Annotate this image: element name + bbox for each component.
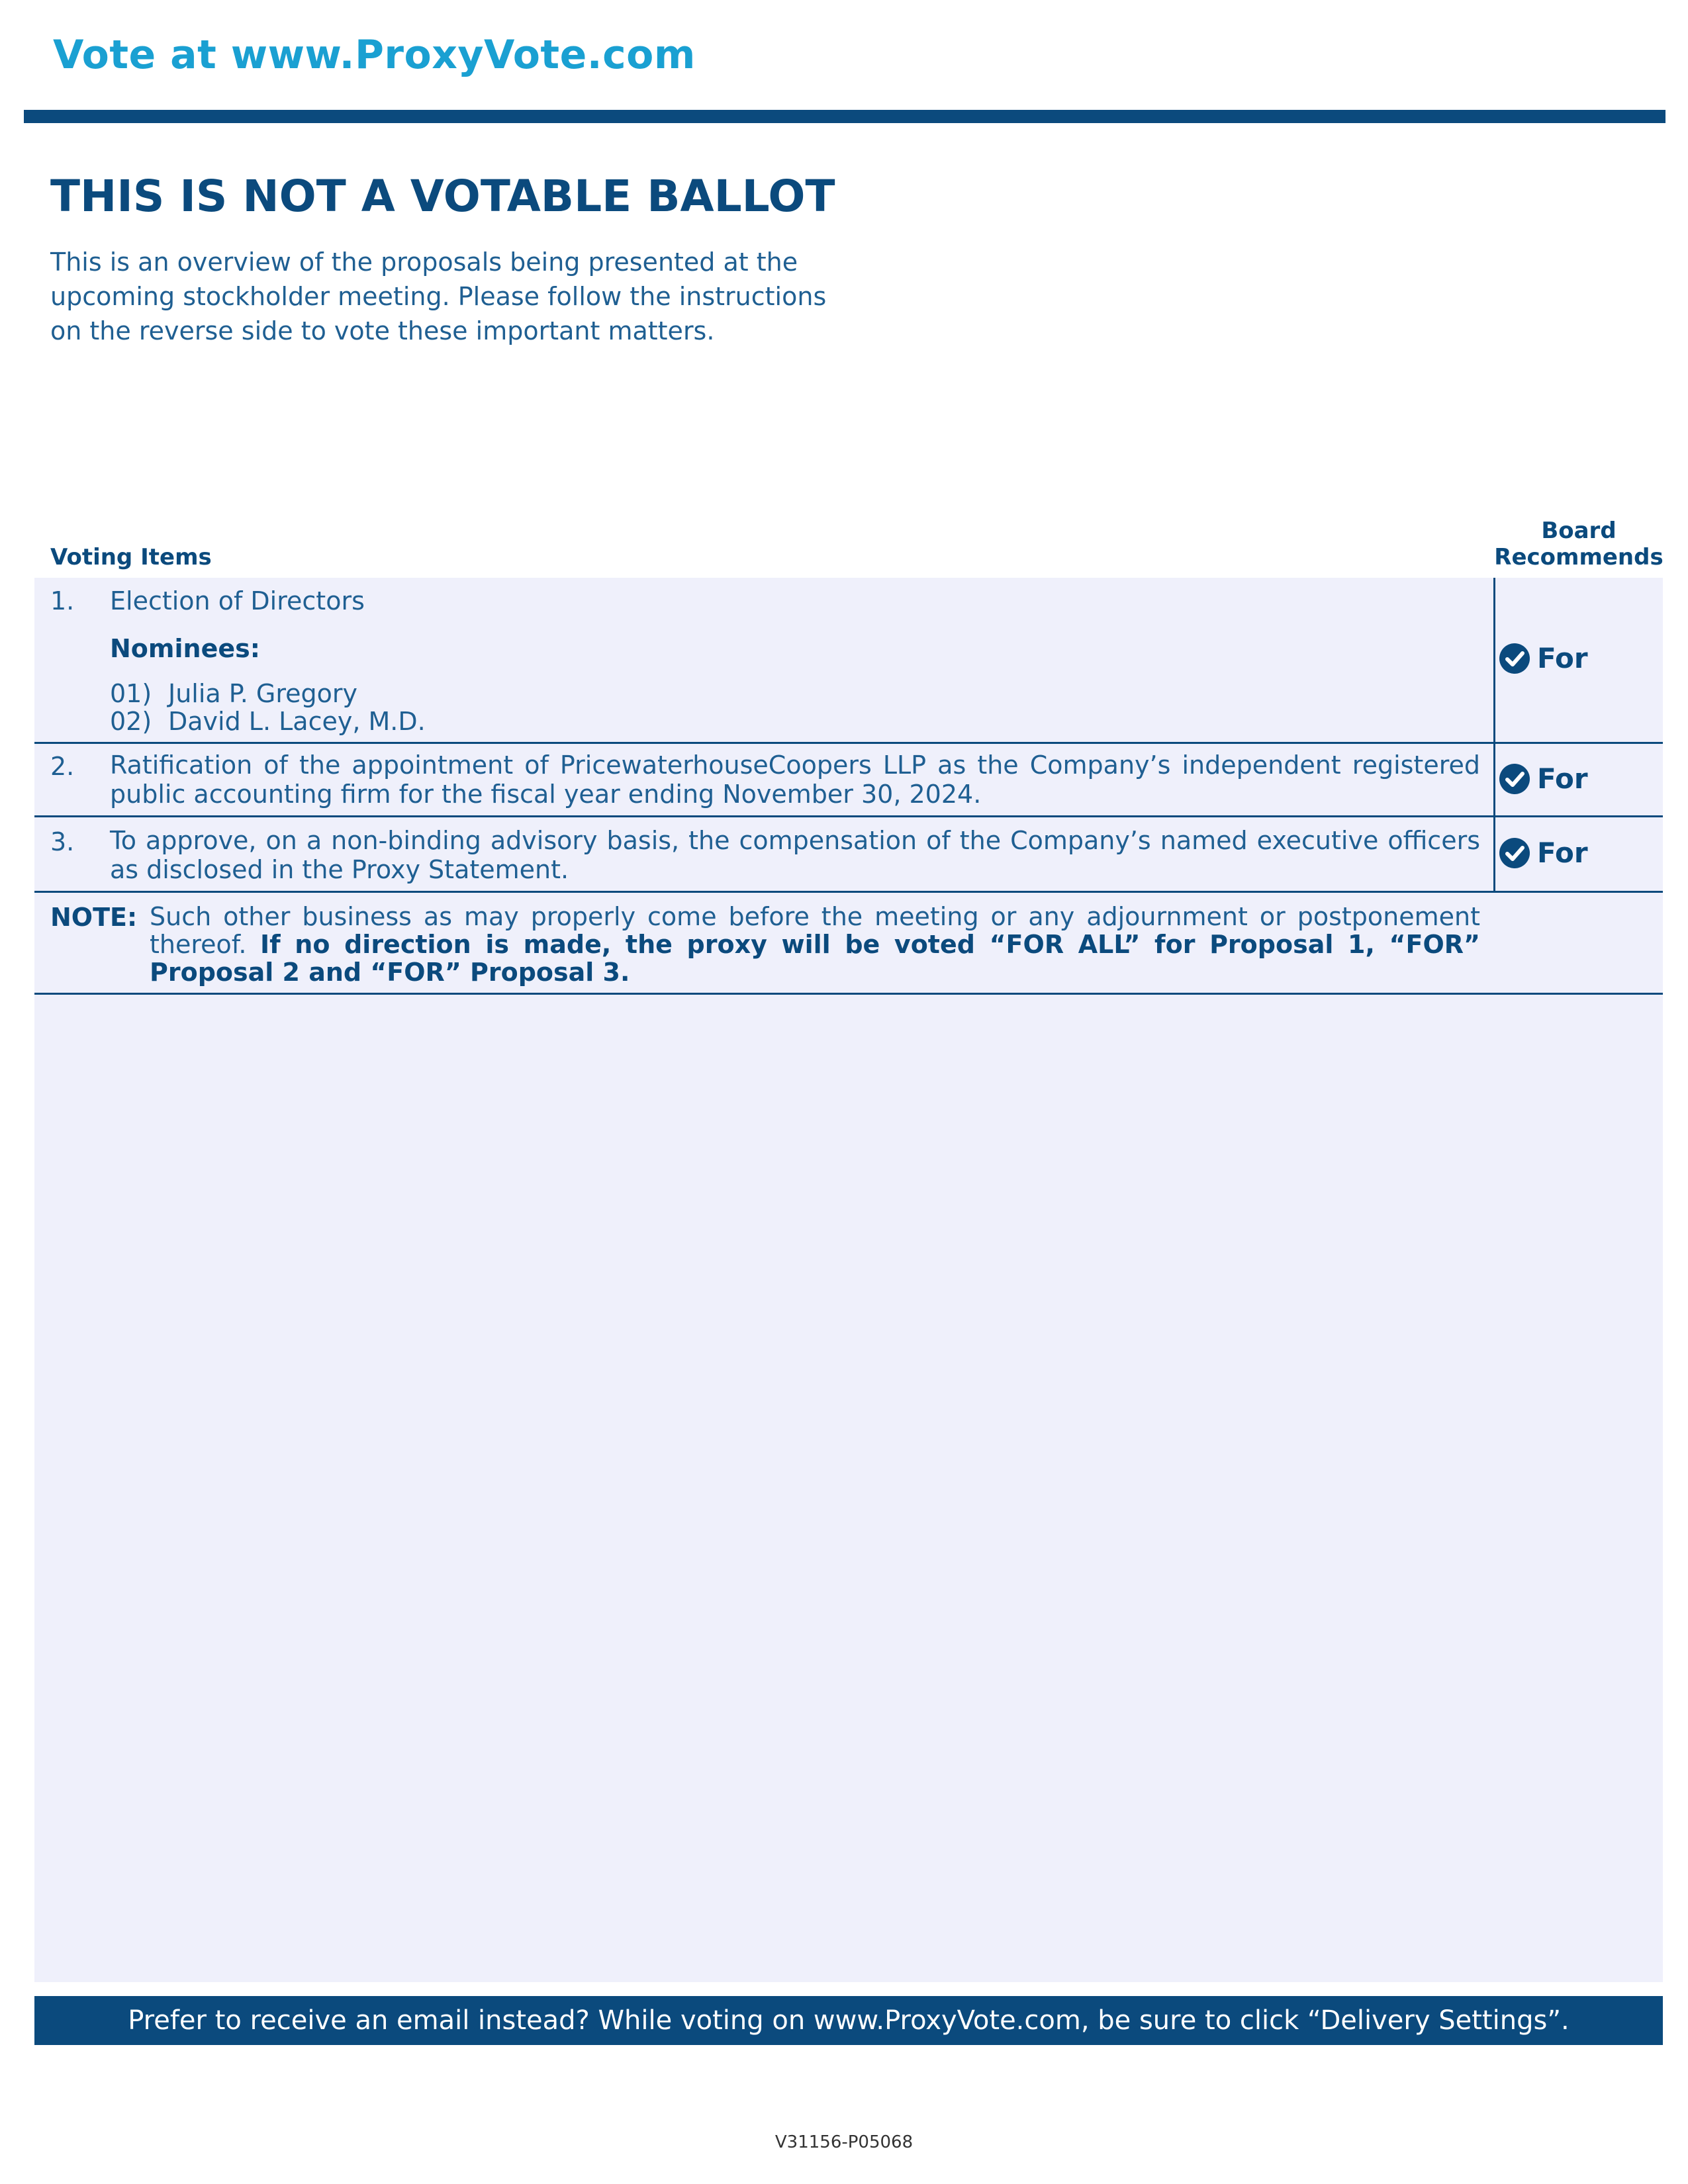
- proposal-1-text: Election of Directors: [110, 586, 365, 615]
- proposal-2-text: Ratification of the appointment of PricewaterhouseCoopers LLP as the Company’s independent registered public accounting firm for the fiscal year ending November 30, 2024.: [110, 751, 1480, 809]
- email-delivery-banner: Prefer to receive an email instead? While voting on www.ProxyVote.com, be sure to click “Delivery Settings”.: [34, 1996, 1663, 2045]
- board-recommends-line2: Recommends: [1494, 544, 1664, 570]
- proposal-3-text: To approve, on a non-binding advisory basis, the compensation of the Company’s named executive officers as disclosed in the Proxy Statement.: [110, 826, 1480, 884]
- recommendation-label: For: [1537, 762, 1588, 795]
- note-bold-text: If no direction is made, the proxy will be voted “FOR ALL” for Proposal 1, “FOR” Proposal 2 and “FOR” Proposal 3.: [150, 930, 1480, 987]
- proposal-2-recommendation: [1499, 762, 1588, 795]
- nominee-number: 01): [110, 679, 152, 708]
- board-recommends-line1: Board: [1541, 518, 1617, 544]
- row-divider: [34, 815, 1663, 817]
- proposal-3-recommendation: [1499, 837, 1588, 869]
- nominee-name: David L. Lacey, M.D.: [168, 707, 426, 736]
- intro-paragraph: This is an overview of the proposals being presented at the upcoming stockholder meeting. Please follow the instructions on the reverse side to vote these important matters.: [50, 248, 827, 345]
- nominee-name: Julia P. Gregory: [168, 679, 358, 708]
- recommendation-label: For: [1537, 837, 1588, 869]
- voting-items-header: Voting Items: [50, 544, 212, 570]
- header-vote-url: Vote at www.ProxyVote.com: [53, 32, 696, 78]
- nominee-number: 02): [110, 707, 152, 736]
- nominees-label: Nominees:: [110, 634, 260, 663]
- row-divider: [34, 891, 1663, 893]
- header-divider: [24, 110, 1665, 123]
- proposal-1-recommendation: [1499, 642, 1588, 674]
- board-recommends-header: [1483, 518, 1675, 570]
- check-circle-icon: [1499, 837, 1530, 869]
- note-label: NOTE:: [50, 903, 138, 932]
- row-divider: [34, 742, 1663, 744]
- note-text: [150, 903, 1480, 986]
- document-code: V31156-P05068: [774, 2132, 914, 2152]
- proposal-3-number: 3.: [50, 827, 75, 856]
- proposal-1-number: 1.: [50, 586, 75, 615]
- page-title: THIS IS NOT A VOTABLE BALLOT: [50, 171, 835, 222]
- note-body: Such other business as may properly come before the meeting or any adjournment or postponement thereof.: [150, 902, 1480, 959]
- row-divider: [34, 993, 1663, 995]
- nominee-item: [110, 707, 426, 736]
- column-divider: [1493, 578, 1495, 891]
- recommendation-label: For: [1537, 642, 1588, 674]
- proposal-2-number: 2.: [50, 752, 75, 781]
- nominee-item: [110, 679, 357, 708]
- check-circle-icon: [1499, 643, 1530, 674]
- check-circle-icon: [1499, 763, 1530, 795]
